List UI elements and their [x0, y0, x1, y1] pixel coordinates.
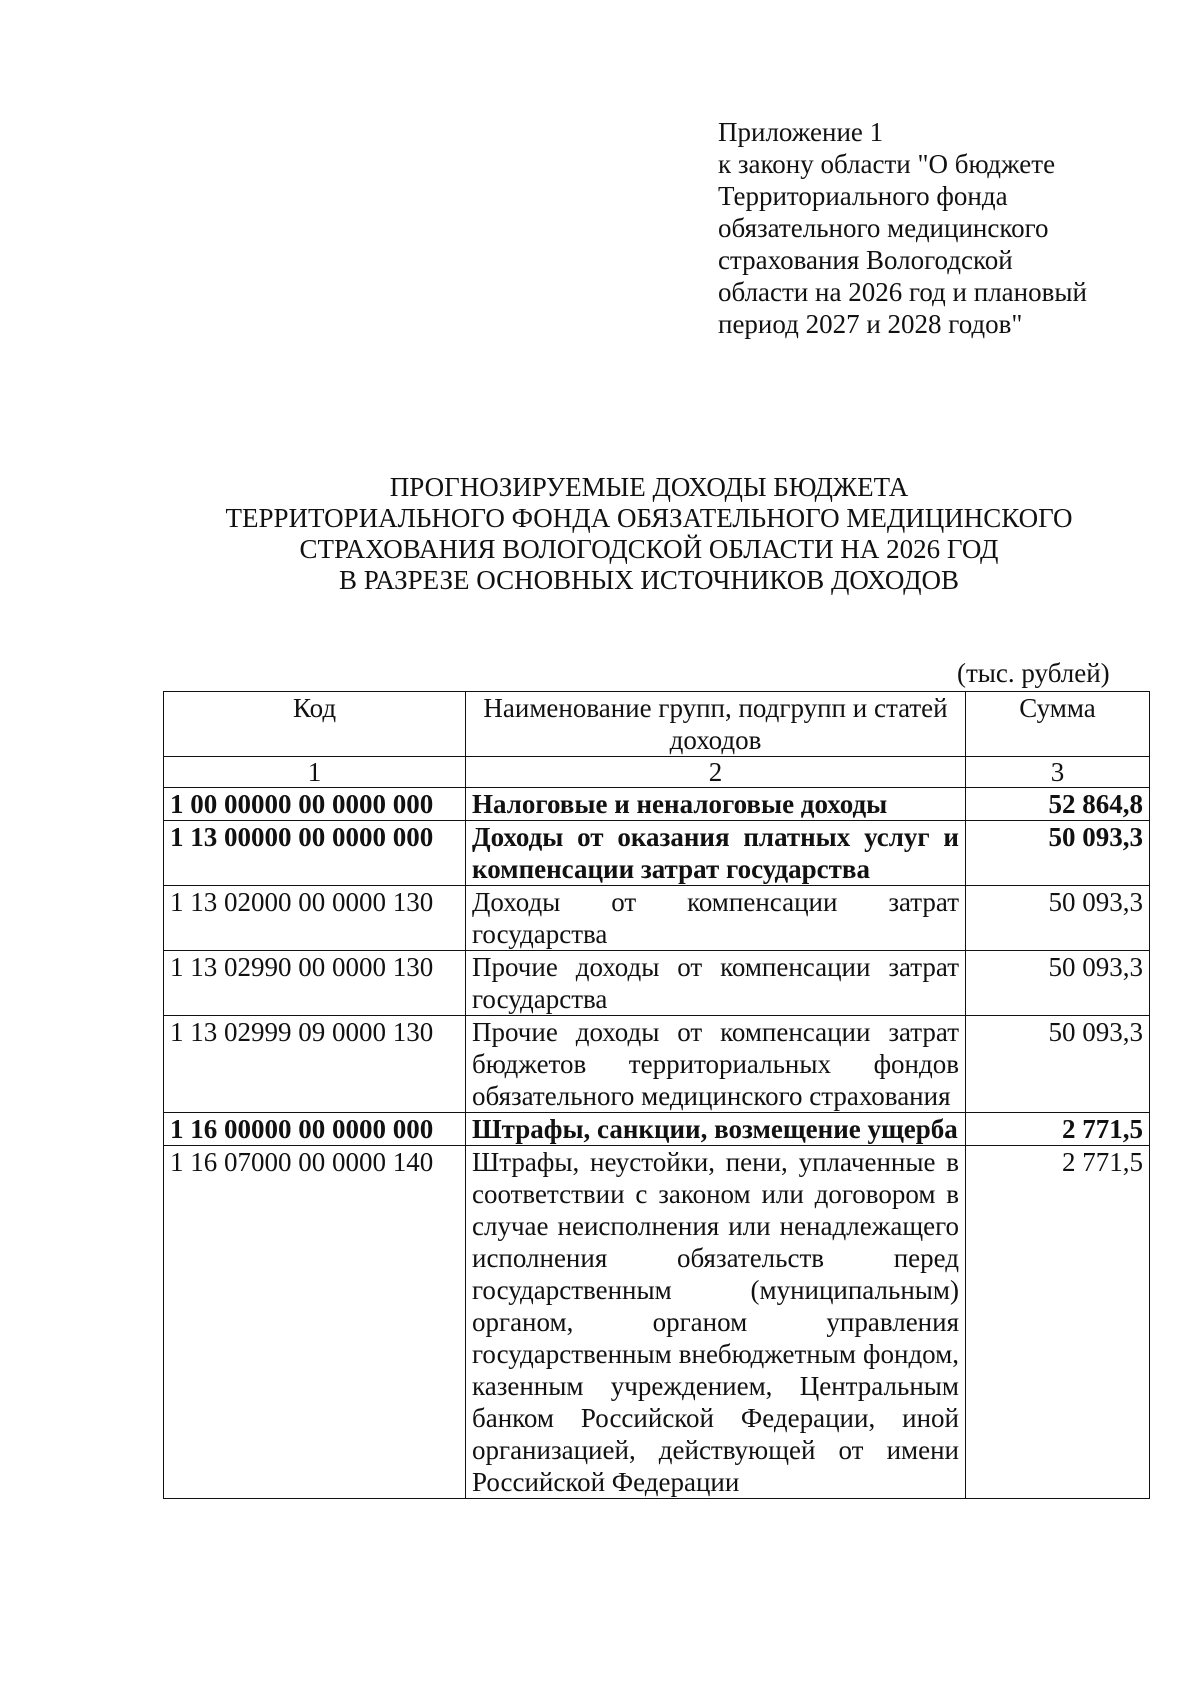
row-code: 1 13 02000 00 0000 130: [164, 886, 466, 951]
row-code: 1 13 02990 00 0000 130: [164, 951, 466, 1016]
row-sum: 50 093,3: [966, 886, 1150, 951]
table-row: [164, 1016, 1150, 1113]
row-name: Доходы от оказания платных услуг и компенсации затрат государства: [466, 821, 966, 886]
row-name: Штрафы, санкции, возмещение ущерба: [466, 1113, 966, 1146]
appendix-line: страхования Вологодской: [718, 245, 1013, 275]
table-header-row: [164, 692, 1150, 757]
appendix-note: [718, 116, 1158, 340]
column-number-row: [164, 757, 1150, 788]
row-code: 1 13 00000 00 0000 000: [164, 821, 466, 886]
row-code: 1 00 00000 00 0000 000: [164, 788, 466, 821]
row-name: Штрафы, неустойки, пени, уплаченные в соответствии с законом или договором в случае неисполнения или ненадлежащего исполнения обязательств перед государственным (муниципальным) органом, органом управления государственным внебюджетным фондом, казенным учреждением, Центральным банком Российской Федерации, иной организацией, действующей от имени Российской Федерации: [466, 1146, 966, 1499]
appendix-line: период 2027 и 2028 годов": [718, 309, 1023, 339]
row-sum: 2 771,5: [966, 1146, 1150, 1499]
table-row: [164, 821, 1150, 886]
row-sum: 50 093,3: [966, 1016, 1150, 1113]
title-line: В РАЗРЕЗЕ ОСНОВНЫХ ИСТОЧНИКОВ ДОХОДОВ: [338, 565, 960, 595]
row-sum: 52 864,8: [966, 788, 1150, 821]
row-sum: 50 093,3: [966, 821, 1150, 886]
appendix-line: области на 2026 год и плановый: [718, 277, 1087, 307]
row-code: 1 16 07000 00 0000 140: [164, 1146, 466, 1499]
appendix-line: Территориального фонда: [718, 181, 1008, 211]
table-row: [164, 788, 1150, 821]
row-name: Прочие доходы от компенсации затрат государства: [466, 951, 966, 1016]
title-line: ПРОГНОЗИРУЕМЫЕ ДОХОДЫ БЮДЖЕТА: [389, 472, 909, 502]
table-row: [164, 1146, 1150, 1499]
table-row: [164, 951, 1150, 1016]
table-row: [164, 1113, 1150, 1146]
income-table: [163, 691, 1150, 1499]
row-code: 1 13 02999 09 0000 130: [164, 1016, 466, 1113]
row-sum: 50 093,3: [966, 951, 1150, 1016]
title-line: СТРАХОВАНИЯ ВОЛОГОДСКОЙ ОБЛАСТИ НА 2026 ГОД: [299, 534, 999, 564]
row-name: Доходы от компенсации затрат государства: [466, 886, 966, 951]
row-name: Налоговые и неналоговые доходы: [466, 788, 966, 821]
appendix-line: Приложение 1: [718, 117, 884, 147]
document-title: [0, 472, 1200, 596]
column-number: 2: [466, 757, 966, 788]
appendix-line: к закону области "О бюджете: [718, 149, 1056, 179]
header-sum: Сумма: [966, 692, 1150, 757]
header-code: Код: [164, 692, 466, 757]
row-sum: 2 771,5: [966, 1113, 1150, 1146]
appendix-line: обязательного медицинского: [718, 213, 1049, 243]
header-name: Наименование групп, подгрупп и статей доходов: [466, 692, 966, 757]
row-name: Прочие доходы от компенсации затрат бюджетов территориальных фондов обязательного медицинского страхования: [466, 1016, 966, 1113]
column-number: 1: [164, 757, 466, 788]
row-code: 1 16 00000 00 0000 000: [164, 1113, 466, 1146]
title-line: ТЕРРИТОРИАЛЬНОГО ФОНДА ОБЯЗАТЕЛЬНОГО МЕДИЦИНСКОГО: [225, 503, 1073, 533]
units-label: (тыс. рублей): [957, 658, 1110, 688]
table-row: [164, 886, 1150, 951]
column-number: 3: [966, 757, 1150, 788]
